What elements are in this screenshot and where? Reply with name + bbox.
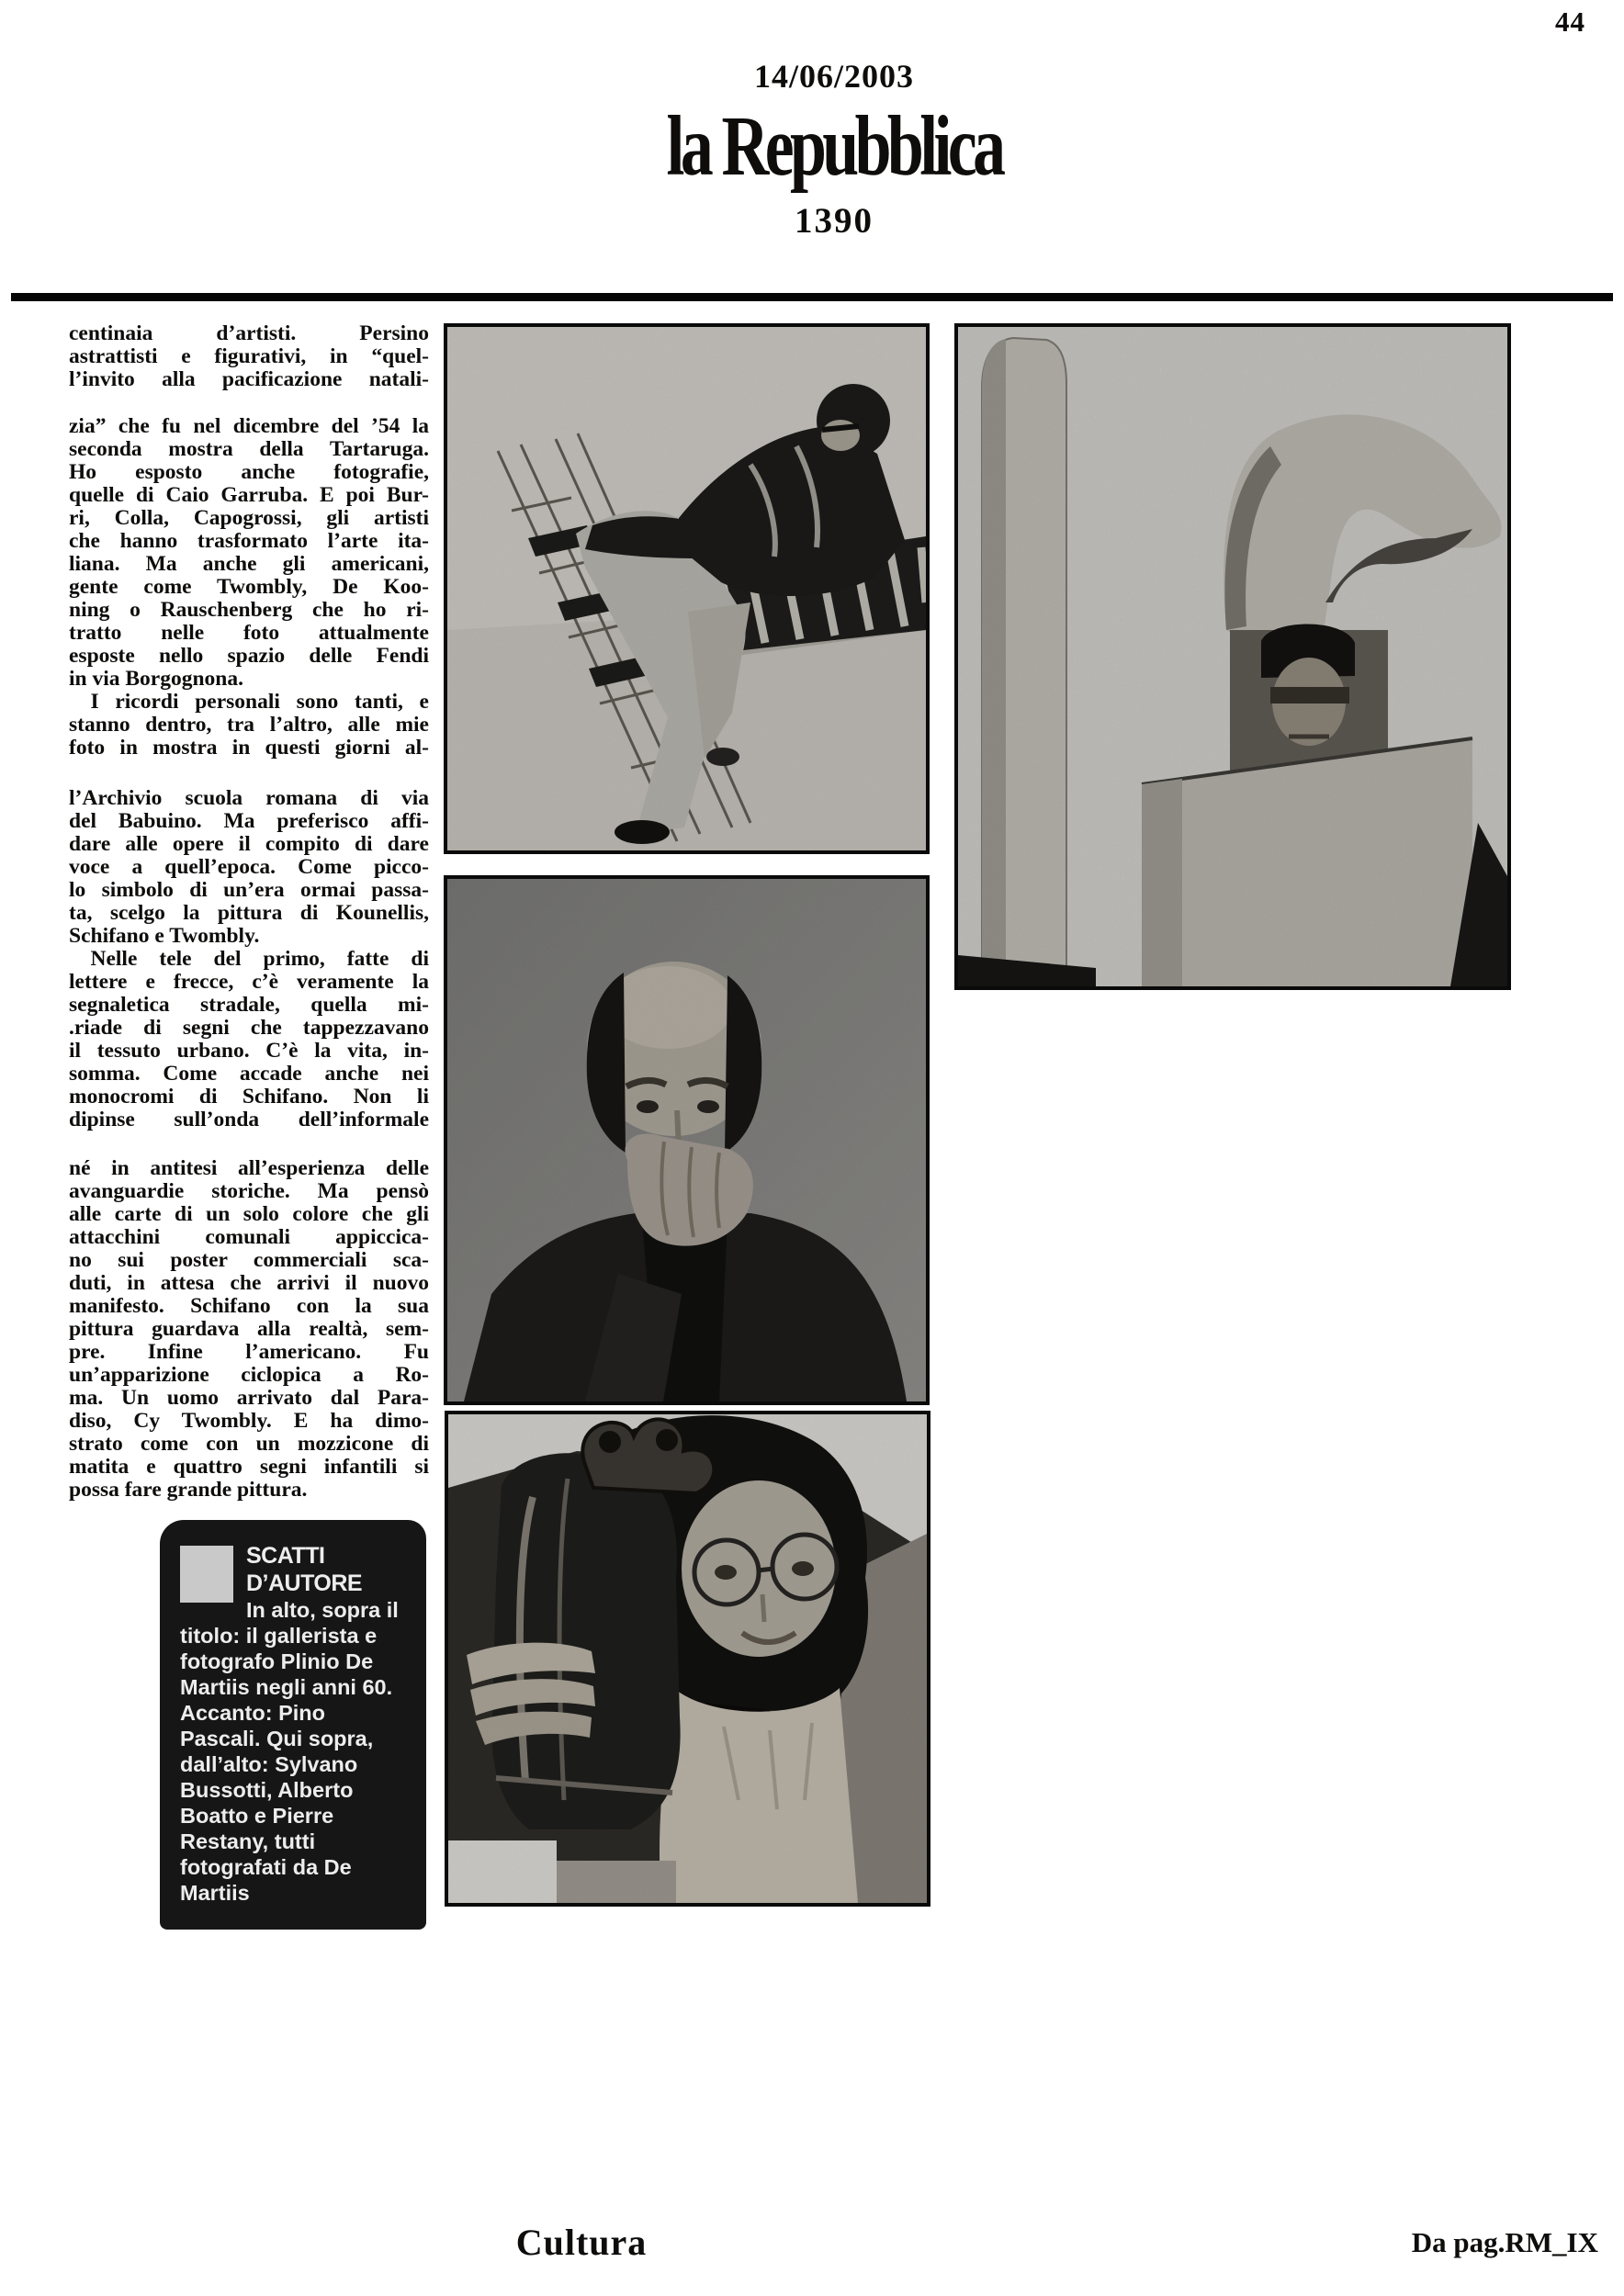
issue-date: 14/06/2003 [753,58,914,95]
photo-pascali-sculpture [954,323,1511,990]
article-line: che hanno trasformato l’arte ita- [69,529,429,553]
article-line: strato come con un mozzicone di [69,1432,429,1456]
article-text-column [69,322,429,1502]
article-line: zia” che fu nel dicembre del ’54 la [69,414,429,438]
article-paragraph [69,787,429,1131]
page-number: 44 [1555,6,1585,38]
article-line: possa fare grande pittura. [69,1478,308,1502]
article-line: no sui poster commerciali sca- [69,1248,429,1272]
article-line: alle carte di un solo colore che gli [69,1202,429,1226]
article-line: esposte nello spazio delle Fendi [69,644,429,668]
article-line: voce a quell’epoca. Come picco- [69,855,429,879]
article-line: il tessuto urbano. C’è la vita, in- [69,1039,429,1063]
article-line: attacchini comunali appiccica- [69,1225,429,1249]
article-line: dipinse sull’onda dell’informale [69,1108,429,1131]
article-line: pre. Infine l’americano. Fu [69,1340,429,1364]
article-line: foto in mostra in questi giorni al- [69,736,429,760]
article-line: ta, scelgo la pittura di Kounellis, [69,901,429,925]
article-line: né in antitesi all’esperienza delle [69,1156,429,1180]
article-line: stanno dentro, tra l’altro, alle mie [69,713,429,737]
caption-text: In alto, sopra il titolo: il gallerista e fotografo Plinio De Martiis negli anni 60. Accanto: Pino Pascali. Qui sopra, dall’alto: Sylvano Bussotti, Alberto Boatto e Pierre Restany, tutti fotografati da De Martiis [180,1598,399,1905]
article-line: Nelle tele del primo, fatte di [69,947,429,971]
photo-man-hand-over-mouth [444,875,930,1405]
article-line: lettere e frecce, c’è veramente la [69,970,429,994]
caption-title: SCATTI D’AUTORE [246,1543,363,1596]
article-line: monocromi di Schifano. Non li [69,1085,429,1109]
article-line: del Babuino. Ma preferisco affi- [69,809,429,833]
article-paragraph [69,415,429,760]
article-line: quelle di Caio Garruba. E poi Bur- [69,483,429,507]
article-line: matita e quattro segni infantili si [69,1455,429,1479]
article-line: avanguardie storiche. Ma pensò [69,1179,429,1203]
article-line: l’Archivio scuola romana di via [69,786,429,810]
article-line: in via Borgognona. [69,667,243,691]
article-line: ning o Rauschenberg che ho ri- [69,598,429,622]
article-line: dare alle opere il compito di dare [69,832,429,856]
article-line: .riade di segni che tappezzavano [69,1016,429,1040]
article-line: un’apparizione ciclopica a Ro- [69,1363,429,1387]
article-line: ri, Colla, Capogrossi, gli artisti [69,506,429,530]
article-line: gente come Twombly, De Koo- [69,575,429,599]
newspaper-header [22,0,1624,242]
article-line: ma. Un uomo arrivato dal Para- [69,1386,429,1410]
source-page-reference: Da pag.RM_IX [1411,2226,1598,2258]
header-divider-rule [11,293,1613,301]
article-line: tratto nelle foto attualmente [69,621,429,645]
photo-de-martiis-ladder [444,323,930,854]
article-line: l’invito alla pacificazione natali- [69,367,429,391]
photo-man-with-bell [445,1411,930,1907]
article-paragraph [69,322,429,391]
article-line: I ricordi personali sono tanti, e [69,690,429,714]
article-line: centinaia d’artisti. Persino [69,321,429,345]
article-line: segnaletica stradale, quella mi- [69,993,429,1017]
article-paragraph [69,1157,429,1502]
article-line: Ho esposto anche fotografie, [69,460,429,484]
article-line: diso, Cy Twombly. E ha dimo- [69,1409,429,1433]
article-line: seconda mostra della Tartaruga. [69,437,429,461]
article-line: somma. Come accade anche nei [69,1062,429,1086]
article-line: liana. Ma anche gli americani, [69,552,429,576]
article-line: astrattisti e figurativi, in “quel- [69,344,429,368]
article-line: duti, in attesa che arrivi il nuovo [69,1271,429,1295]
article-line: lo simbolo di un’era ormai passa- [69,878,429,902]
section-label: Cultura [515,2222,648,2263]
article-line: manifesto. Schifano con la sua [69,1294,429,1318]
article-line: Schifano e Twombly. [69,924,260,948]
caption-box [160,1520,426,1930]
caption-square-icon [180,1546,233,1603]
masthead-logo: la Repubblica [666,97,1002,194]
clipping-number: 1390 [795,201,874,241]
article-line: pittura guardava alla realtà, sem- [69,1317,429,1341]
